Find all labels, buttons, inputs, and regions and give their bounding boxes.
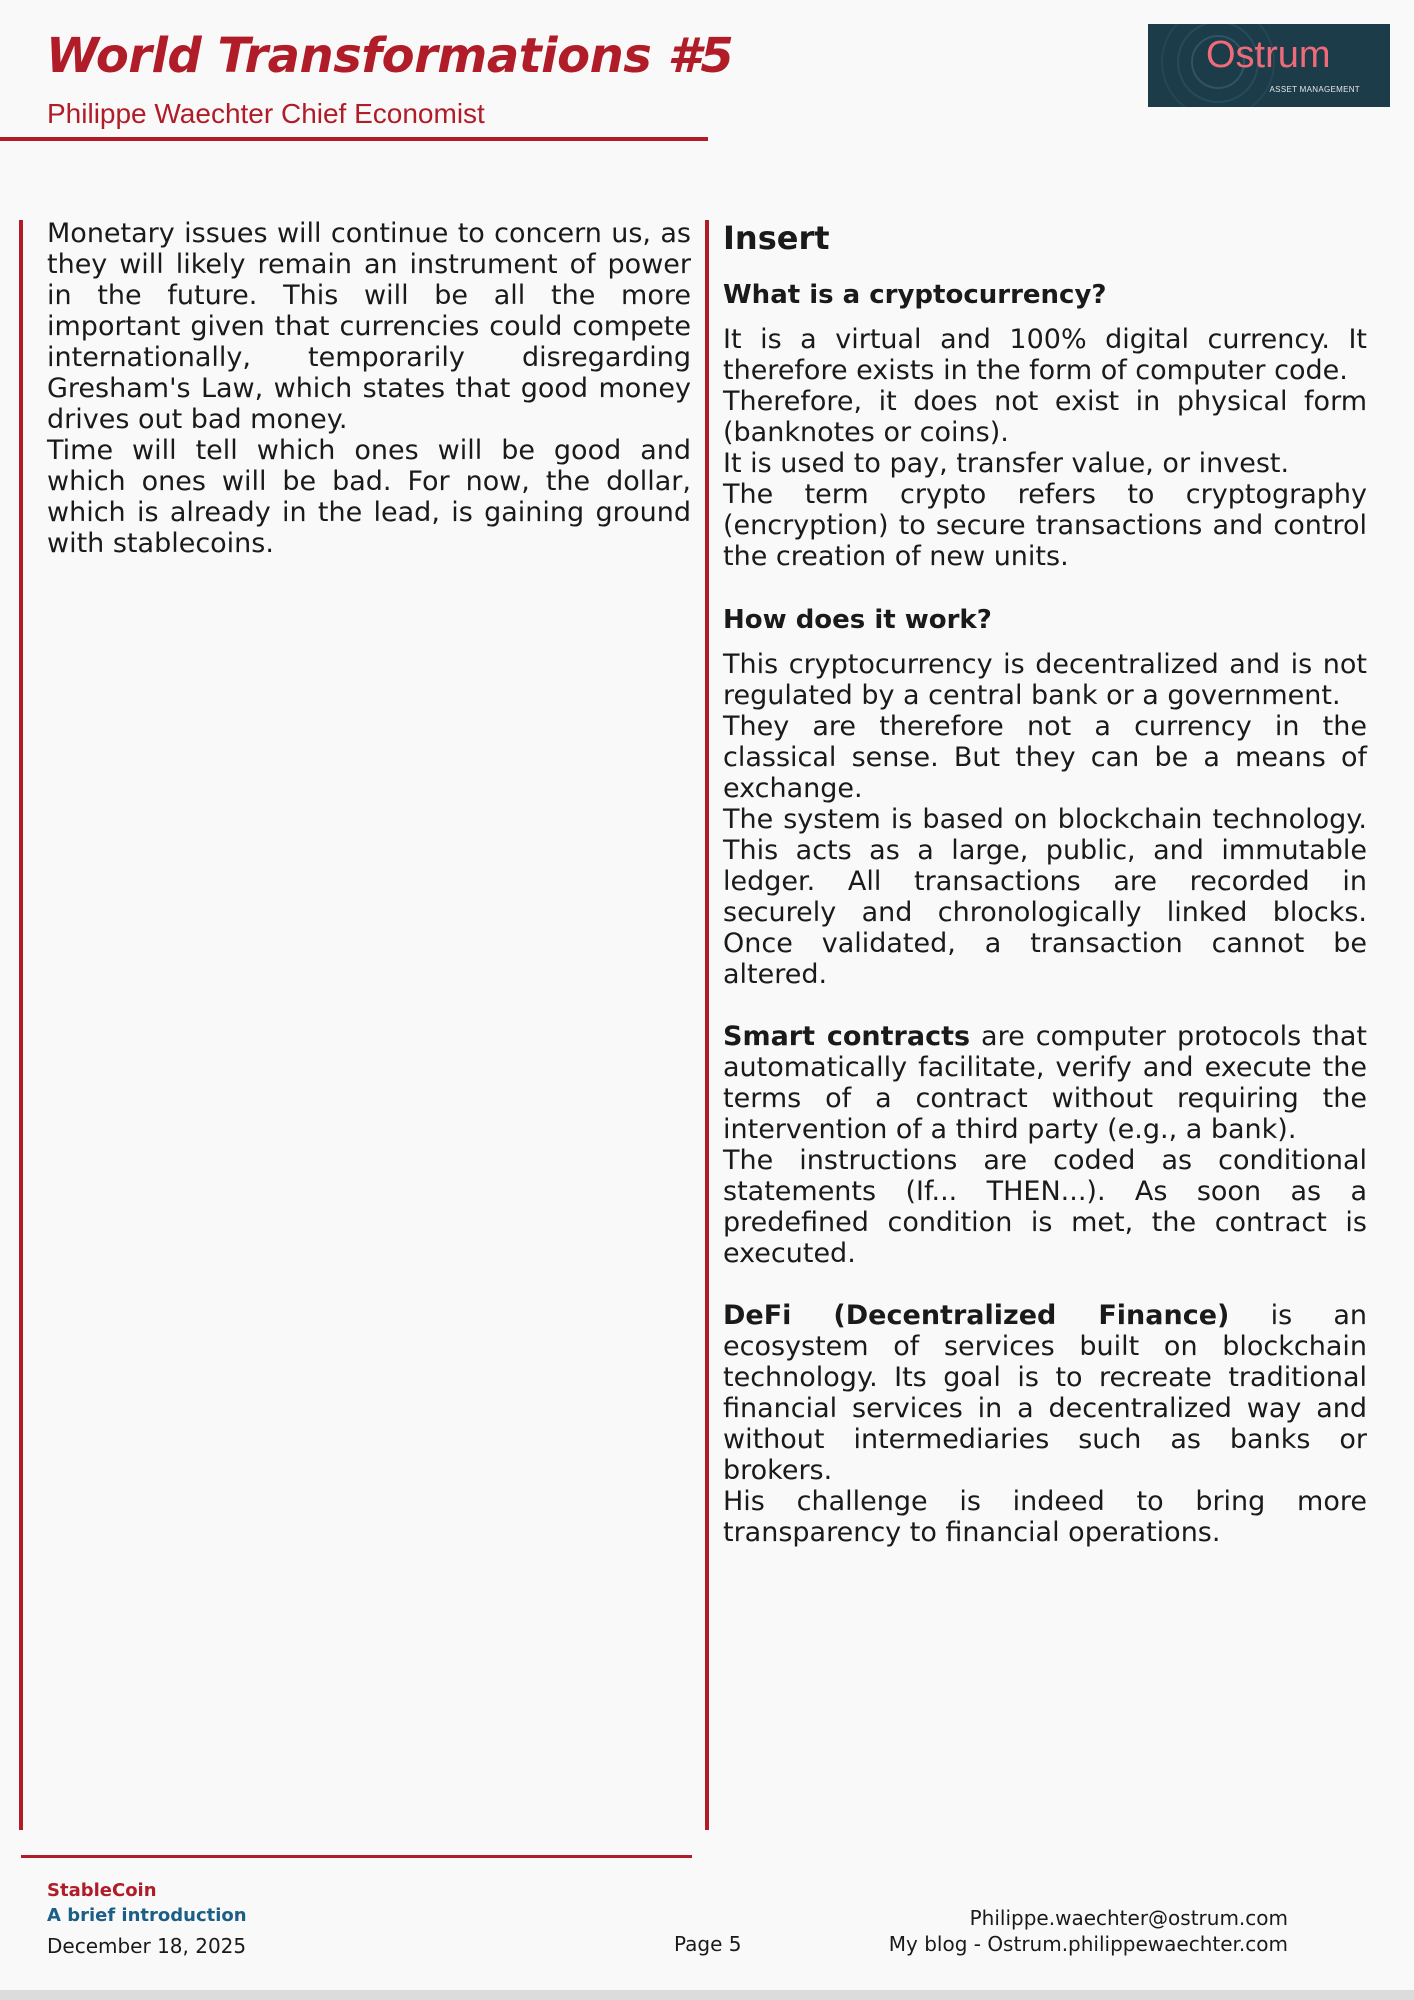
insert-paragraph: It is used to pay, transfer value, or invest.: [723, 448, 1290, 479]
footer-doc-subtitle: A brief introduction: [47, 1905, 247, 1926]
header-divider: [0, 137, 708, 141]
ostrum-logo: [1148, 24, 1390, 107]
defi-paragraph: [723, 1300, 1367, 1486]
defi-text: is an ecosystem of services built on blockchain technology. Its goal is to recreate traditional financial services in a decentralized way and without intermediaries such as banks or brokers.: [723, 1300, 1367, 1486]
author-blog: My blog - Ostrum.philippewaechter.com: [888, 1932, 1288, 1956]
middle-column-rule: [705, 220, 709, 1830]
logo-name: Ostrum: [1206, 34, 1331, 76]
insert-paragraph: The term crypto refers to cryptography (encryption) to secure transactions and control the creation of new units.: [723, 479, 1367, 572]
insert-paragraph: The system is based on blockchain technology. This acts as a large, public, and immutable ledger. All transactions are recorded in securely and chronologically linked blocks. Once validated, a transaction cannot be altered.: [723, 804, 1367, 990]
defi-section: [723, 1300, 1367, 1548]
defi-term: DeFi (Decentralized Finance): [723, 1300, 1230, 1331]
page-bottom-band: [0, 1990, 1414, 2000]
insert-box: [723, 218, 1367, 1548]
left-paragraph: Monetary issues will continue to concern us, as they will likely remain an instrument of power in the future. This will be all the more important given that currencies could compete internationally, temporarily disregarding Gresham's Law, which states that good money drives out bad money.: [47, 218, 691, 435]
smart-contracts-paragraph: [723, 1021, 1367, 1145]
author-email: Philippe.waechter@ostrum.com: [969, 1906, 1288, 1930]
section-body-how-it-works: [723, 649, 1367, 990]
insert-paragraph: They are therefore not a currency in the classical sense. But they can be a means of exchange.: [723, 711, 1367, 804]
section-heading-how-it-works: How does it work?: [723, 605, 992, 635]
left-paragraph: Time will tell which ones will be good and which ones will be bad. For now, the dollar, which is already in the lead, is gaining ground with stablecoins.: [47, 435, 691, 559]
section-heading-what-is-crypto: What is a cryptocurrency?: [723, 280, 1107, 310]
report-subtitle: Philippe Waechter Chief Economist: [47, 98, 485, 129]
insert-paragraph: It is a virtual and 100% digital currency. It therefore exists in the form of computer code.: [723, 324, 1367, 386]
logo-tagline: ASSET MANAGEMENT: [1269, 85, 1360, 94]
insert-title: Insert: [723, 219, 830, 257]
left-column-text: [47, 218, 691, 559]
section-body-what-is-crypto: [723, 324, 1367, 572]
smart-contracts-term: Smart contracts: [723, 1021, 971, 1052]
footer-doc-title: StableCoin: [47, 1880, 157, 1901]
report-title: World Transformations #5: [46, 28, 734, 84]
smart-contracts-text: are computer protocols that automatically facilitate, verify and execute the terms of a contract without requiring the intervention of a third party (e.g., a bank).: [723, 1021, 1367, 1145]
footer-date: December 18, 2025: [47, 1934, 247, 1958]
smart-contracts-section: [723, 1021, 1367, 1269]
defi-paragraph-2: His challenge is indeed to bring more transparency to financial operations.: [723, 1486, 1367, 1548]
left-column-rule: [19, 220, 23, 1830]
insert-paragraph: This cryptocurrency is decentralized and is not regulated by a central bank or a government.: [723, 649, 1367, 711]
page-number: Page 5: [674, 1932, 742, 1956]
footer-divider: [21, 1855, 692, 1858]
insert-paragraph: Therefore, it does not exist in physical form (banknotes or coins).: [723, 386, 1367, 448]
smart-contracts-paragraph-2: The instructions are coded as conditional statements (If... THEN...). As soon as a predefined condition is met, the contract is executed.: [723, 1145, 1367, 1269]
